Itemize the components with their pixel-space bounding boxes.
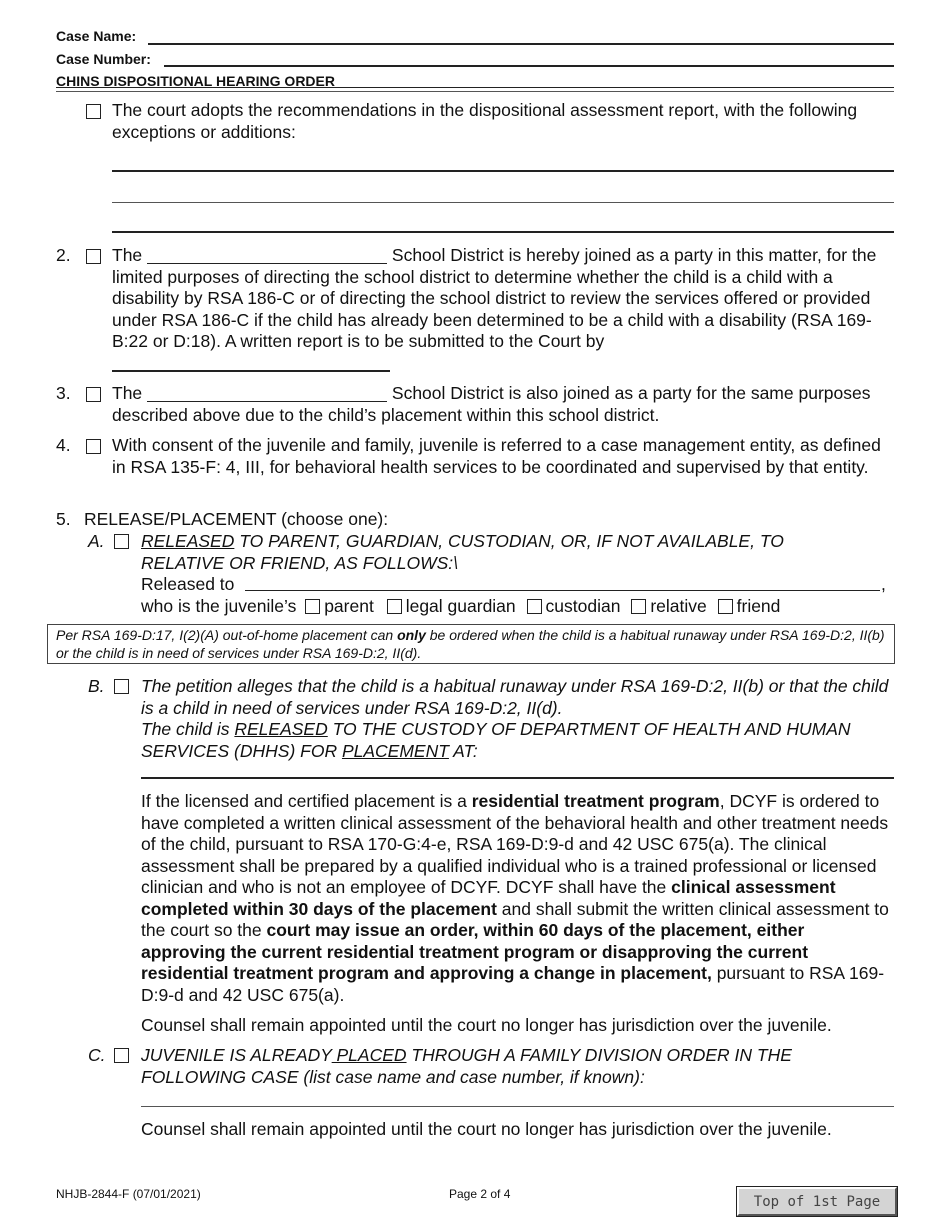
top-of-first-page-button[interactable]: Top of 1st Page <box>737 1187 897 1216</box>
placement-location-field[interactable] <box>141 777 894 779</box>
released-to-parent-checkbox[interactable] <box>114 534 129 549</box>
clinical-assessment-paragraph <box>141 791 893 1006</box>
line2-released: RELEASED <box>234 719 328 739</box>
option-a-released-word: RELEASED <box>141 531 235 551</box>
item3-the: The <box>112 383 143 403</box>
option-b-letter: B. <box>88 676 105 696</box>
released-to-label: Released to <box>141 574 235 594</box>
option-b-line1: The petition alleges that the child is a habitual runaway under RSA 169-D:2, II(b) or that the child is a child in need of services under RSA 169-D:2, II(d). <box>141 676 889 718</box>
item3-rest: purposes described above due to the child’s placement within this school district. <box>112 383 871 425</box>
item1-text: The court adopts the recommendations in the dispositional assessment report, with the following exceptions or additions: <box>112 100 858 142</box>
who-is-label: who is the juvenile’s <box>141 596 297 616</box>
friend-label: friend <box>736 596 781 616</box>
option-c-text <box>141 1045 881 1088</box>
parent-checkbox[interactable] <box>305 599 320 614</box>
item2-number: 2. <box>56 245 71 265</box>
title-rule <box>56 87 894 88</box>
option-c-letter: C. <box>88 1045 106 1065</box>
note-post: be ordered when the child is a habitual runaway under RSA 169-D:2, II(b) or the child is in need of services under RSA 169-D:2, II(d). <box>56 627 885 661</box>
parent-label: parent <box>324 596 374 616</box>
already-placed-checkbox[interactable] <box>114 1048 129 1063</box>
school-district-joined-checkbox[interactable] <box>86 249 101 264</box>
option-b-counsel: Counsel shall remain appointed until the court no longer has jurisdiction over the juvenile. <box>141 1015 832 1035</box>
note-bold: only <box>397 627 426 643</box>
item2-the: The <box>112 245 143 265</box>
custodian-checkbox[interactable] <box>527 599 542 614</box>
item2-text <box>112 245 892 353</box>
option-a-letter: A. <box>88 531 105 551</box>
school-district-also-joined-checkbox[interactable] <box>86 387 101 402</box>
para-b2: clinical assessment completed within 30 days of the placement <box>141 877 836 919</box>
released-to-dhhs-checkbox[interactable] <box>114 679 129 694</box>
option-b-line2 <box>141 719 901 762</box>
legal-guardian-checkbox[interactable] <box>387 599 402 614</box>
case-number-label: Case Number: <box>56 51 151 67</box>
case-name-label: Case Name: <box>56 28 137 44</box>
para-p4: pursuant to RSA 169-D:9-d and 42 USC 675(a). <box>141 963 885 1005</box>
para-p1: If the licensed and certified placement is a <box>141 791 472 811</box>
page-number: Page 2 of 4 <box>449 1187 511 1201</box>
line2-post: AT: <box>448 740 478 761</box>
case-management-checkbox[interactable] <box>86 439 101 454</box>
option-c-counsel: Counsel shall remain appointed until the court no longer has jurisdiction over the juvenile. <box>141 1119 832 1139</box>
exceptions-line-2[interactable] <box>112 202 894 203</box>
released-to-comma: , <box>881 574 886 594</box>
item2-after-blank: School District is hereby joined as a party in this matter, for <box>391 245 848 265</box>
custodian-label: custodian <box>545 596 621 616</box>
exceptions-line-3[interactable] <box>112 231 894 233</box>
line2-pre: The child is <box>141 719 235 739</box>
item5-heading: RELEASE/PLACEMENT (choose one): <box>84 509 389 529</box>
item3-after-blank: School District is also joined as a party for the same <box>391 383 794 403</box>
exceptions-line-1[interactable] <box>112 170 894 172</box>
friend-checkbox[interactable] <box>718 599 733 614</box>
item5-number: 5. <box>56 509 71 529</box>
out-of-home-placement-note <box>47 624 895 664</box>
title-rule-2 <box>56 91 894 92</box>
option-a-text <box>141 531 861 574</box>
para-p3: and shall submit the written clinical assessment to the court so the <box>141 898 889 940</box>
para-b1: residential treatment program <box>471 791 720 811</box>
released-to-name-field[interactable] <box>245 590 880 591</box>
form-id: NHJB-2844-F (07/01/2021) <box>56 1187 201 1201</box>
form-title: CHINS DISPOSITIONAL HEARING ORDER <box>56 73 335 89</box>
para-b3: court may issue an order, within 60 days of the placement, either approving the current residential treatment program or disapproving the current residential treatment program and approving a change in placement, <box>141 920 809 983</box>
existing-case-field[interactable] <box>141 1106 894 1107</box>
item3-number: 3. <box>56 383 71 403</box>
item4-number: 4. <box>56 435 71 455</box>
item3-text <box>112 383 892 426</box>
relative-checkbox[interactable] <box>631 599 646 614</box>
report-date-field[interactable] <box>112 370 390 372</box>
relationship-row <box>141 596 780 618</box>
option-a-body: TO PARENT, GUARDIAN, CUSTODIAN, OR, IF NOT AVAILABLE, TO RELATIVE OR FRIEND, AS FOLLOWS:\ <box>141 531 784 573</box>
note-pre: Per RSA 169-D:17, I(2)(A) out-of-home placement can <box>56 627 398 643</box>
line2-mid: TO THE CUSTODY OF DEPARTMENT OF HEALTH AND HUMAN SERVICES (DHHS) FOR <box>141 719 851 761</box>
case-number-field[interactable] <box>164 65 894 67</box>
case-name-field[interactable] <box>148 43 894 45</box>
relative-label: relative <box>650 596 707 616</box>
option-b-text <box>141 676 901 762</box>
option-c-pre: JUVENILE IS ALREADY <box>141 1045 332 1065</box>
legal-guardian-label: legal guardian <box>405 596 516 616</box>
item2-rest: the limited purposes of directing the school district to determine whether the child is a child with a disability by RSA 186-C or of directing the school district to review the services offered or provided under RSA 186-C if the child has already been determined to be a child with a disability (RSA 169-B:22 or D:18). A written report is to be submitted to the Court by <box>112 245 877 351</box>
line2-placement: PLACEMENT <box>341 740 449 761</box>
option-c-placed: PLACED <box>331 1045 407 1065</box>
option-c-post: THROUGH A FAMILY DIVISION ORDER IN THE FOLLOWING CASE (list case name and case number, if known): <box>141 1045 792 1087</box>
school-district-name-field[interactable] <box>147 247 387 264</box>
item4-text: With consent of the juvenile and family, juvenile is referred to a case management entity, as defined in RSA 135-F: 4, III, for behavioral health services to be coordinated and supervised by that entity. <box>112 435 881 477</box>
second-school-district-name-field[interactable] <box>147 385 387 402</box>
exceptions-checkbox[interactable] <box>86 104 101 119</box>
para-p2: , DCYF is ordered to have completed a written clinical assessment of the behavioral health and other treatment needs of the child, pursuant to RSA 170-G:4-e, RSA 169-D:9-d and 42 USC 675(a). The clinical assessment shall be prepared by a qualified individual who is a trained professional or licensed clinician and who is not an employee of DCYF. DCYF shall have the <box>141 791 889 897</box>
